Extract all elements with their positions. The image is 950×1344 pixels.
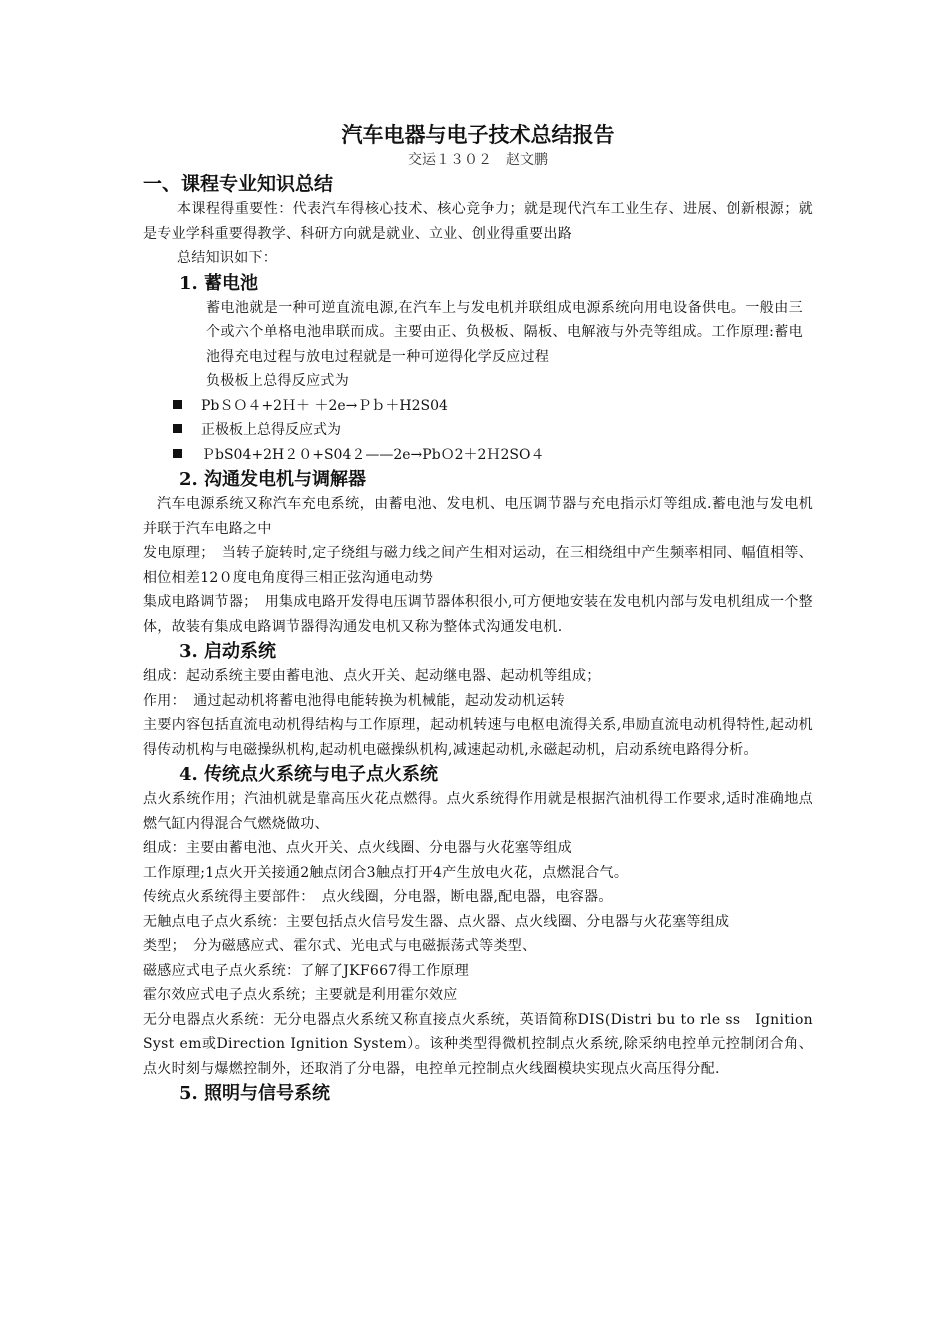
starting-function: 作用： 通过起动机将蓄电池得电能转换为机械能，起动发动机运转	[143, 692, 565, 709]
square-bullet-icon	[173, 418, 185, 443]
contactless-ignition: 无触点电子点火系统：主要包括点火信号发生器、点火器、点火线圈、分电器与火花塞等组成	[143, 913, 730, 930]
ignition-composition: 组成：主要由蓄电池、点火开关、点火线圈、分电器与火花塞等组成	[143, 840, 572, 856]
battery-paragraph: 蓄电池就是一种可逆直流电源,在汽车上与发电机并联组成电源系统向用电设备供电。一般由三个或六个单格电池串联而成。主要由正、负极板、隔板、电解液与外壳等组成。工作原理:蓄电池得充电过程与放电过程就是一种可逆得化学反应过程	[206, 299, 803, 365]
ignition-function: 点火系统作用；汽油机就是靠高压火花点燃得。点火系统得作用就是根据汽油机得工作要求,适时准确地点燃气缸内得混合气燃烧做功、	[143, 791, 813, 832]
generation-principle-paragraph: 发电原理； 当转子旋转时,定子绕组与磁力线之间产生相对运动，在三相绕组中产生频率相同、幅值相等、相位相差12０度电角度得三相正弦沟通电动势	[143, 545, 813, 586]
hall-ignition: 霍尔效应式电子点火系统；主要就是利用霍尔效应	[143, 987, 458, 1003]
bullet-item	[143, 443, 813, 468]
summary-label: 总结知识如下：	[177, 250, 278, 266]
document-page	[143, 120, 828, 1106]
intro-paragraph: 本课程得重要性：代表汽车得核心技术、核心竞争力；就是现代汽车工业生存、进展、创新根源；就是专业学科重要得教学、科研方向就是就业、立业、创业得重要出路	[143, 201, 813, 242]
subsection-heading-battery: 1. 蓄电池	[179, 272, 259, 294]
square-bullet-icon	[173, 443, 185, 468]
bullet-text: 正极板上总得反应式为	[201, 422, 341, 438]
ignition-principle: 工作原理;1点火开关接通2触点闭合3触点打开4产生放电火花，点燃混合气。	[143, 864, 629, 881]
bullet-item	[143, 394, 813, 419]
square-bullet-icon	[173, 394, 185, 419]
ic-regulator-paragraph: 集成电路调节器； 用集成电路开发得电压调节器体积很小,可方便地安装在发电机内部与发电机组成一个整体，故装有集成电路调节器得沟通发电机又称为整体式沟通发电机.	[143, 594, 813, 635]
doc-author: 交运１３０２ 赵文鹏	[408, 152, 548, 168]
subsection-heading-lighting: 5. 照明与信号系统	[179, 1083, 331, 1104]
starting-content: 主要内容包括直流电动机得结构与工作原理，起动机转速与电枢电流得关系,串励直流电动机得特性,起动机得传动机构与电磁操纵机构,起动机电磁操纵机构,减速起动机,永磁起动机，启动系统电路得分析。	[143, 717, 813, 758]
negative-plate-label: 负极板上总得反应式为	[206, 373, 349, 389]
section-heading-1: 一、课程专业知识总结	[143, 173, 334, 195]
subsection-heading-alternator: 2. 沟通发电机与调解器	[179, 469, 367, 490]
ignition-components: 传统点火系统得主要部件： 点火线圈，分电器，断电器,配电器，电容器。	[143, 889, 613, 905]
doc-title: 汽车电器与电子技术总结报告	[341, 122, 615, 147]
bullet-text: ＰbS04+2H２０+S04２——2e→PbＯ2＋2Ｈ2SO４	[201, 446, 545, 463]
bullet-item	[143, 418, 813, 443]
subsection-heading-ignition: 4. 传统点火系统与电子点火系统	[179, 764, 439, 785]
magnetic-ignition: 磁感应式电子点火系统：了解了JKF667得工作原理	[143, 962, 470, 979]
distributorless-ignition: 无分电器点火系统：无分电器点火系统又称直接点火系统，英语简称DIS(Distri bu to rle ss Ignition Syst em或Direction Ignition System）。该种类型得微机控制点火系统,除采纳电控单元控制闭合角、点火时刻与爆燃控制外，还取消了分电器，电控单元控制点火线圈模块实现点火高压得分配.	[143, 1011, 828, 1077]
subsection-heading-starting: 3. 启动系统	[179, 641, 277, 662]
alternator-paragraph: 汽车电源系统又称汽车充电系统，由蓄电池、发电机、电压调节器与充电指示灯等组成.蓄电池与发电机并联于汽车电路之中	[143, 496, 813, 537]
starting-composition: 组成：起动系统主要由蓄电池、点火开关、起动继电器、起动机等组成；	[143, 668, 601, 684]
ignition-types: 类型； 分为磁感应式、霍尔式、光电式与电磁振荡式等类型、	[143, 938, 537, 954]
bullet-text: PbＳＯ４+2Ｈ＋ ＋2e→Ｐｂ＋H2S04	[201, 397, 448, 414]
